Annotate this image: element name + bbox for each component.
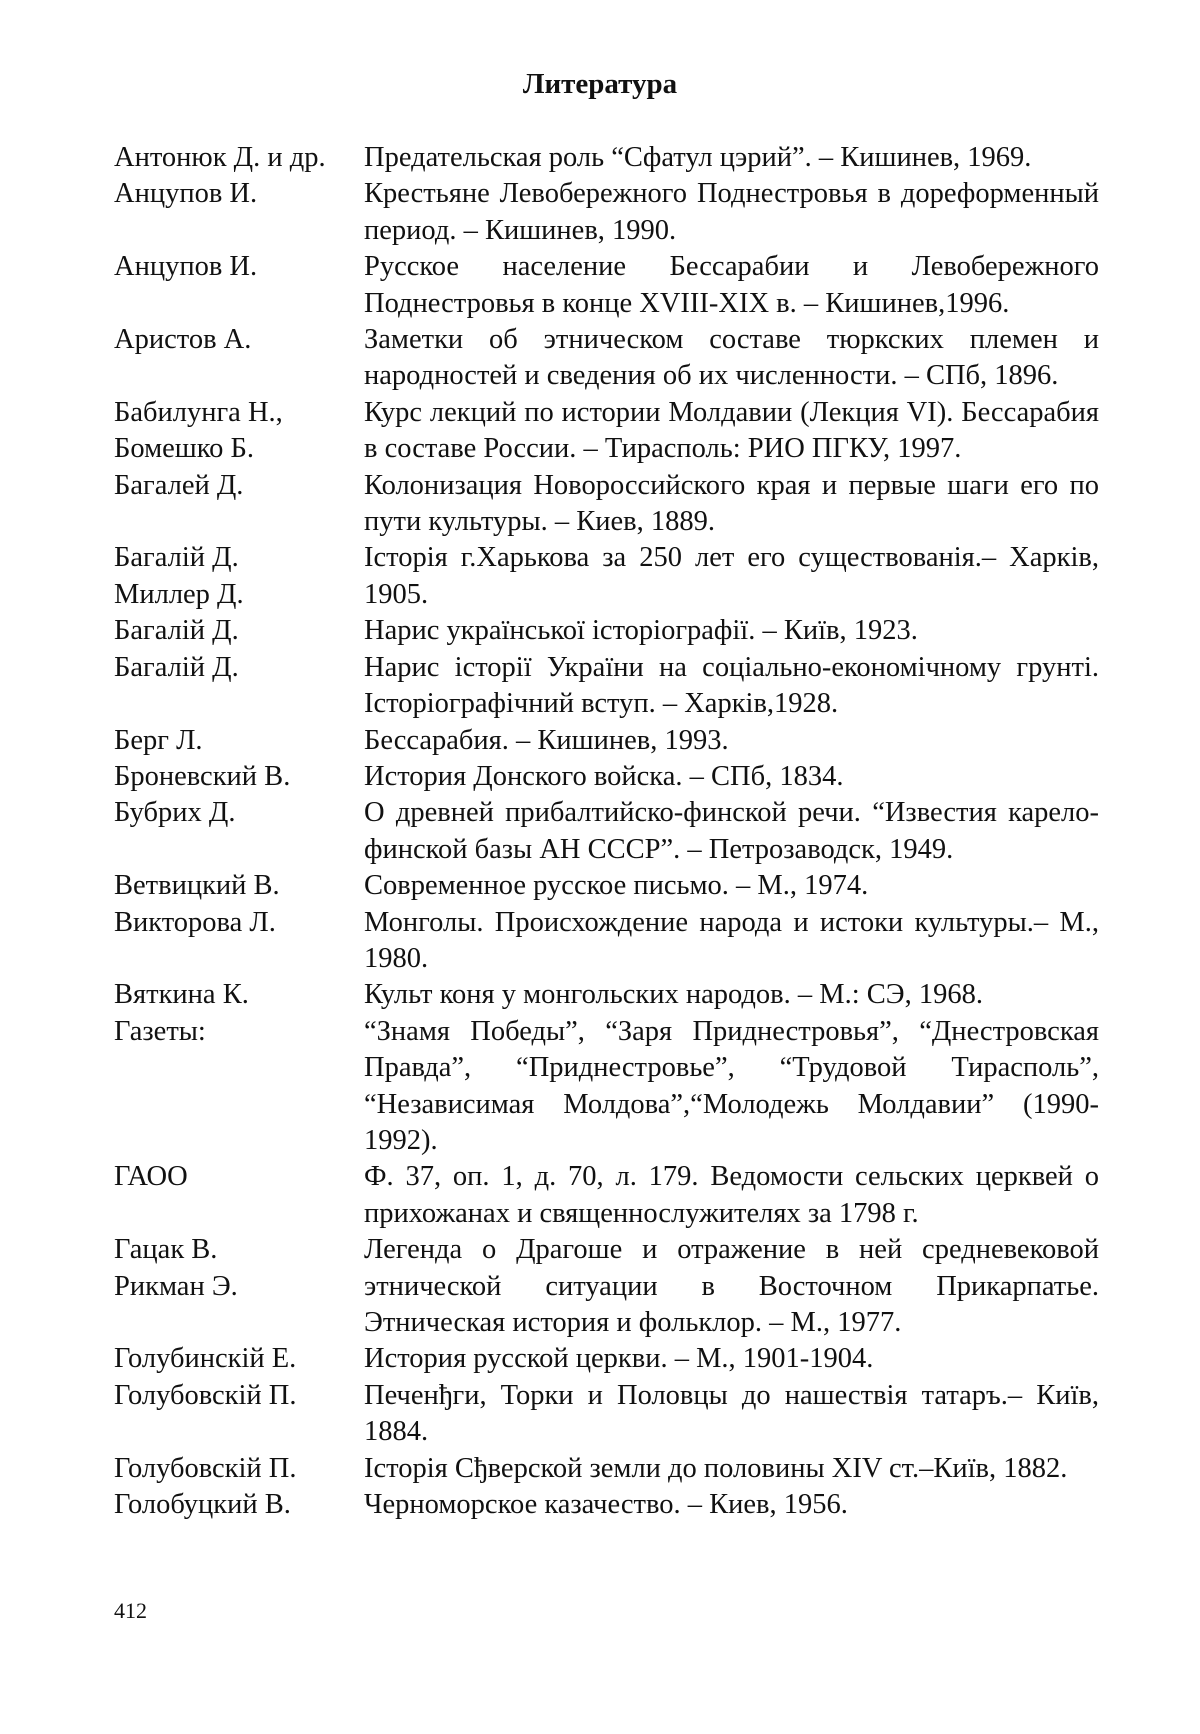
author-name: Голобуцкий В. (114, 1489, 291, 1521)
entry-citation: Культ коня у монгольских народов. – М.: СЭ, 1968. (364, 979, 983, 1011)
bibliography-entry (114, 322, 1099, 395)
entry-citation: Монголы. Происхождение народа и истоки культуры.– М., 1980. (364, 906, 1099, 974)
author-name: Миллер Д. (114, 578, 244, 610)
author-name: Антонюк Д. и др. (114, 142, 326, 173)
bibliography-entry (114, 723, 1099, 759)
entry-authors (114, 249, 364, 285)
entry-citation: Крестьяне Левобережного Поднестровья в дореформенный период. – Кишинев, 1990. (364, 178, 1099, 246)
author-name: Анцупов И. (114, 178, 258, 210)
author-name: ГАОО (114, 1161, 188, 1193)
author-name: Голубовскій П. (114, 1379, 297, 1411)
bibliography-entry (114, 613, 1099, 649)
bibliography-entry (114, 905, 1099, 978)
entry-authors (114, 868, 364, 904)
author-name: Викторова Л. (114, 906, 276, 938)
entry-authors (114, 140, 364, 176)
author-name: Ветвицкий В. (114, 870, 280, 902)
entry-citation: Нарис української історіографії. – Київ, 1923. (364, 615, 918, 647)
entry-authors (114, 795, 364, 831)
entry-authors (114, 1451, 364, 1487)
author-name: Газеты: (114, 1015, 206, 1047)
entry-citation: “Знамя Победы”, “Заря Приднестровья”, “Днестровская Правда”, “Приднестровье”, “Трудовой Тирасполь”, “Независимая Молдова”,“Молодежь Молдавии” (1990-1992). (364, 1015, 1099, 1156)
entry-citation: Современное русское письмо. – М., 1974. (364, 870, 869, 902)
entry-citation: О древней прибалтийско-финской речи. “Известия карело-финской базы АН СССР”. – Петрозаводск, 1949. (364, 797, 1099, 865)
entry-authors (114, 905, 364, 941)
entry-citation: Заметки об этническом составе тюркских племен и народностей и сведения об их численности. – СПб, 1896. (364, 324, 1099, 392)
entry-citation: Печенђги, Торки и Половцы до нашествія татаръ.– Київ, 1884. (364, 1379, 1099, 1448)
bibliography-entry (114, 1378, 1099, 1451)
entry-authors (114, 650, 364, 686)
bibliography-entry (114, 759, 1099, 795)
bibliography-entry (114, 795, 1099, 868)
author-name: Голубинскій Е. (114, 1343, 297, 1375)
page-number: 412 (114, 1598, 147, 1623)
entry-citation: Легенда о Драгоше и отражение в ней средневековой этнической ситуации в Восточном Прикарпатье. Этническая история и фольклор. – М., 1977. (364, 1234, 1099, 1338)
page-title: Литература (522, 68, 678, 100)
author-name: Багалій Д. (114, 615, 239, 647)
author-name: Багалій Д. (114, 542, 239, 574)
bibliography-entry (114, 176, 1099, 249)
bibliography-entry (114, 395, 1099, 468)
entry-authors (114, 1378, 364, 1414)
bibliography-entry (114, 249, 1099, 322)
author-name: Гацак В. (114, 1234, 218, 1266)
entry-citation: Нарис історії України на соціально-економічному грунті. Історіографічний вступ. – Харків,1928. (364, 651, 1099, 720)
bibliography-entry (114, 650, 1099, 723)
bibliography-entry (114, 1487, 1099, 1523)
author-name: Багалій Д. (114, 651, 239, 683)
bibliography-list (114, 140, 1099, 1523)
bibliography-entry (114, 977, 1099, 1013)
author-name: Багалей Д. (114, 469, 244, 501)
entry-citation: Черноморское казачество. – Киев, 1956. (364, 1489, 848, 1521)
bibliography-entry (114, 540, 1099, 613)
bibliography-entry (114, 1159, 1099, 1232)
entry-authors (114, 1014, 364, 1050)
entry-citation: Історія г.Харькова за 250 лет его существованія.– Харків, 1905. (364, 542, 1099, 610)
author-name: Аристов А. (114, 324, 252, 356)
entry-authors (114, 395, 364, 468)
entry-citation: История русской церкви. – М., 1901-1904. (364, 1343, 874, 1375)
author-name: Рикман Э. (114, 1270, 238, 1302)
entry-citation: Курс лекций по истории Молдавии (Лекция VI). Бессарабия в составе России. – Тирасполь: РИО ПГКУ, 1997. (364, 396, 1099, 465)
bibliography-entry (114, 1014, 1099, 1160)
entry-authors (114, 613, 364, 649)
entry-citation: Бессарабия. – Кишинев, 1993. (364, 724, 729, 756)
entry-authors (114, 759, 364, 795)
entry-citation: Історія Сђверской земли до половины XIV ст.–Київ, 1882. (364, 1452, 1068, 1484)
bibliography-entry (114, 1341, 1099, 1377)
author-name: Бабилунга Н., (114, 396, 283, 428)
author-name: Берг Л. (114, 724, 203, 756)
author-name: Бомешко Б. (114, 433, 254, 465)
entry-citation: История Донского войска. – СПб, 1834. (364, 760, 844, 792)
bibliography-entry (114, 1451, 1099, 1487)
bibliography-entry (114, 868, 1099, 904)
author-name: Анцупов И. (114, 251, 258, 283)
entry-authors (114, 977, 364, 1013)
entry-authors (114, 322, 364, 358)
bibliography-entry (114, 468, 1099, 541)
bibliography-entry (114, 1232, 1099, 1341)
entry-citation: Русское население Бессарабии и Левобережного Поднестровья в конце XVIII-XIX в. – Кишинев,1996. (364, 251, 1099, 319)
entry-authors (114, 1487, 364, 1523)
entry-authors (114, 1341, 364, 1377)
entry-authors (114, 1159, 364, 1195)
entry-authors (114, 723, 364, 759)
entry-authors (114, 540, 364, 613)
entry-citation: Ф. 37, оп. 1, д. 70, л. 179. Ведомости сельских церквей о прихожанах и священнослужителях за 1798 г. (364, 1161, 1099, 1229)
entry-citation: Предательская роль “Сфатул цэрий”. – Кишинев, 1969. (364, 142, 1032, 173)
author-name: Вяткина К. (114, 979, 249, 1011)
entry-authors (114, 468, 364, 504)
entry-authors (114, 1232, 364, 1305)
author-name: Броневский В. (114, 760, 291, 792)
entry-citation: Колонизация Новороссийского края и первые шаги его по пути культуры. – Киев, 1889. (364, 469, 1099, 538)
entry-authors (114, 176, 364, 212)
bibliography-entry (114, 140, 1099, 176)
author-name: Голубовскій П. (114, 1452, 297, 1484)
author-name: Бубрих Д. (114, 797, 236, 829)
